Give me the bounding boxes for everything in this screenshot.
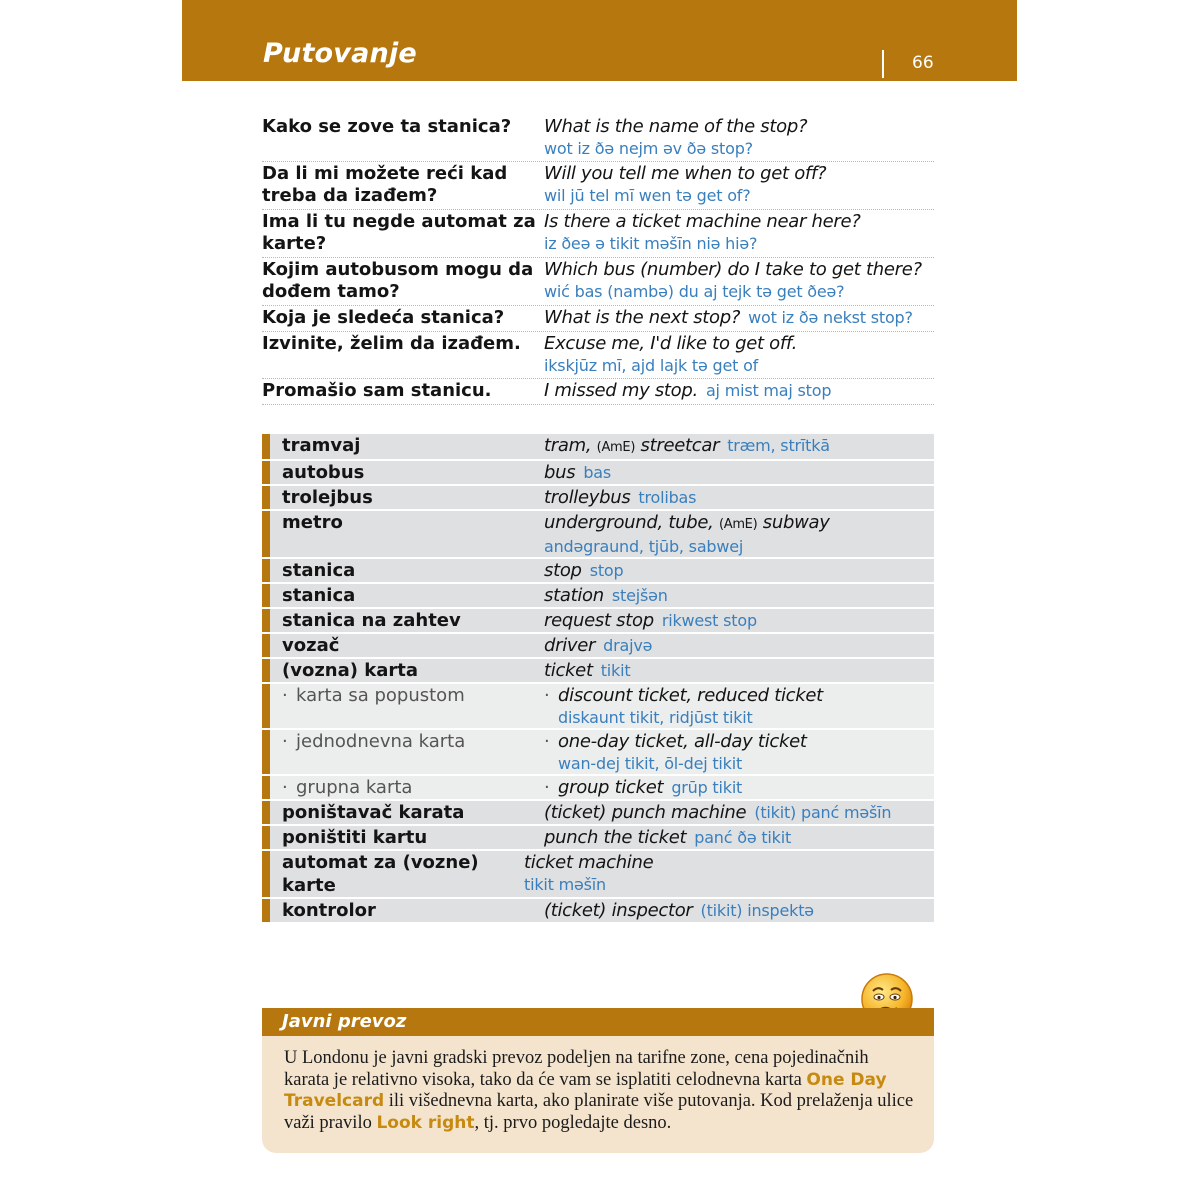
vocab-translation-part: tram, bbox=[544, 435, 597, 456]
vocab-english bbox=[544, 559, 934, 582]
vocab-translation bbox=[544, 512, 830, 533]
phrase-english bbox=[544, 211, 934, 255]
vocab-pronunciation: andəgraund, tjūb, sabwej bbox=[544, 537, 744, 556]
row-accent-bar bbox=[262, 461, 270, 484]
vocab-english bbox=[544, 584, 934, 607]
row-accent-bar bbox=[262, 684, 270, 728]
ame-label: (AmE) bbox=[596, 440, 636, 455]
vocab-pronunciation: bas bbox=[583, 463, 612, 482]
row-accent-bar bbox=[262, 584, 270, 607]
row-accent-bar bbox=[262, 659, 270, 682]
vocab-pronunciation: træm, strītkā bbox=[727, 436, 830, 455]
vocab-serbian bbox=[262, 684, 544, 728]
phrase-row bbox=[262, 162, 934, 210]
vocab-row bbox=[262, 659, 934, 684]
vocab-serbian: (vozna) karta bbox=[282, 660, 419, 681]
phrase-serbian: Kojim autobusom mogu da dođem tamo? bbox=[262, 259, 534, 302]
phrase-pronunciation: wil jū tel mī wen tə get of? bbox=[544, 186, 751, 205]
vocab-pronunciation: panć ðə tikit bbox=[694, 828, 792, 847]
ame-label: (AmE) bbox=[718, 517, 758, 532]
vocab-serbian: trolejbus bbox=[282, 487, 373, 508]
vocab-translation-part: underground, tube, bbox=[544, 512, 719, 533]
vocab-serbian: automat za (vozne) karte bbox=[282, 852, 479, 896]
phrase-pronunciation: ikskjūz mī, ajd lajk tə get of bbox=[544, 356, 759, 375]
info-box bbox=[262, 1008, 934, 1153]
vocab-row bbox=[262, 461, 934, 486]
phrase-list bbox=[262, 115, 934, 405]
info-text-part: , tj. prvo pogledajte desno. bbox=[474, 1112, 672, 1133]
highlight-look-right: Look right bbox=[376, 1112, 475, 1133]
phrase-translation: What is the name of the stop? bbox=[544, 116, 808, 137]
vocab-pronunciation: tikit məšīn bbox=[524, 875, 606, 894]
vocab-english bbox=[544, 461, 934, 484]
row-accent-bar bbox=[262, 826, 270, 849]
phrase-serbian: Ima li tu negde automat za karte? bbox=[262, 211, 536, 254]
vocab-english bbox=[544, 659, 934, 682]
vocab-pronunciation: (tikit) inspektə bbox=[700, 901, 814, 920]
vocab-pronunciation: stejšən bbox=[611, 586, 668, 605]
vocab-serbian: kontrolor bbox=[282, 900, 376, 921]
vocab-serbian bbox=[262, 776, 544, 799]
vocab-translation bbox=[544, 685, 823, 706]
vocab-serbian: autobus bbox=[282, 462, 365, 483]
vocab-pronunciation: trolibas bbox=[638, 488, 697, 507]
row-accent-bar bbox=[262, 634, 270, 657]
vocab-serbian-text: grupna karta bbox=[296, 777, 413, 798]
phrase-serbian: Koja je sledeća stanica? bbox=[262, 307, 505, 328]
phrase-pronunciation: wot iz ðə nekst stop? bbox=[748, 308, 913, 327]
vocab-translation bbox=[544, 777, 663, 798]
bullet: · bbox=[282, 731, 288, 752]
phrase-english bbox=[544, 163, 934, 207]
vocab-serbian: metro bbox=[282, 512, 343, 533]
vocab-serbian: stanica bbox=[282, 560, 356, 581]
vocab-pronunciation: (tikit) panć məšīn bbox=[754, 803, 892, 822]
vocab-serbian: stanica bbox=[282, 585, 356, 606]
phrase-serbian: Promašio sam stanicu. bbox=[262, 380, 492, 401]
row-accent-bar bbox=[262, 486, 270, 509]
vocab-translation: ticket machine bbox=[524, 852, 654, 873]
phrase-row bbox=[262, 332, 934, 379]
row-accent-bar bbox=[262, 730, 270, 774]
vocab-row bbox=[262, 851, 934, 899]
phrase-pronunciation: wot iz ðə nejm əv ðə stop? bbox=[544, 139, 753, 158]
phrase-row bbox=[262, 258, 934, 306]
vocab-english bbox=[544, 634, 934, 657]
vocab-translation-text: discount ticket, reduced ticket bbox=[558, 685, 823, 706]
row-accent-bar bbox=[262, 609, 270, 632]
vocab-serbian: poništavač karata bbox=[282, 802, 465, 823]
vocab-english bbox=[544, 434, 934, 459]
vocab-translation: request stop bbox=[544, 610, 654, 631]
header-divider bbox=[882, 50, 884, 78]
phrase-row bbox=[262, 115, 934, 162]
phrase-translation: Will you tell me when to get off? bbox=[544, 163, 827, 184]
phrase-serbian: Kako se zove ta stanica? bbox=[262, 116, 512, 137]
vocab-english bbox=[544, 826, 934, 849]
phrase-pronunciation: aj mist maj stop bbox=[705, 381, 832, 400]
phrase-pronunciation: iz ðeə ə tikit məšīn niə hiə? bbox=[544, 234, 758, 253]
vocab-serbian bbox=[262, 730, 544, 774]
vocab-subrow bbox=[262, 776, 934, 801]
vocab-pronunciation: drajvə bbox=[603, 636, 653, 655]
phrase-english bbox=[544, 259, 934, 303]
phrase-translation: Which bus (number) do I take to get there? bbox=[544, 259, 922, 280]
vocab-pronunciation: rikwest stop bbox=[661, 611, 757, 630]
info-box-text bbox=[262, 1036, 934, 1134]
phrase-english bbox=[544, 333, 934, 376]
row-accent-bar bbox=[262, 434, 270, 459]
phrase-row bbox=[262, 306, 934, 332]
row-accent-bar bbox=[262, 801, 270, 824]
bullet: · bbox=[544, 685, 550, 706]
vocab-row bbox=[262, 511, 934, 559]
phrase-english bbox=[544, 116, 934, 159]
phrase-row bbox=[262, 379, 934, 405]
phrase-pronunciation: wić bas (nambə) du aj tejk tə get ðeə? bbox=[544, 282, 845, 301]
page-header bbox=[182, 0, 1017, 81]
info-box-header bbox=[262, 1008, 934, 1036]
vocab-translation bbox=[544, 435, 719, 456]
vocab-translation-text: group ticket bbox=[558, 777, 664, 798]
vocab-translation-part: streetcar bbox=[635, 435, 720, 456]
row-accent-bar bbox=[262, 511, 270, 557]
vocab-translation: driver bbox=[544, 635, 596, 656]
vocab-translation-part: subway bbox=[757, 512, 830, 533]
vocab-pronunciation: stop bbox=[589, 561, 624, 580]
page-title: Putovanje bbox=[263, 38, 417, 69]
vocabulary-table bbox=[262, 434, 934, 924]
phrase-serbian: Da li mi možete reći kad treba da izađem? bbox=[262, 163, 508, 206]
vocab-translation: punch the ticket bbox=[544, 827, 687, 848]
vocab-translation: (ticket) punch machine bbox=[544, 802, 747, 823]
vocab-row bbox=[262, 609, 934, 634]
row-accent-bar bbox=[262, 776, 270, 799]
vocab-translation bbox=[544, 731, 807, 752]
vocab-row bbox=[262, 899, 934, 924]
phrase-serbian: Izvinite, želim da izađem. bbox=[262, 333, 521, 354]
phrase-row bbox=[262, 210, 934, 258]
vocab-english bbox=[544, 801, 934, 824]
vocab-serbian-text: karta sa popustom bbox=[296, 685, 465, 706]
vocab-pronunciation: tikit bbox=[600, 661, 631, 680]
vocab-english bbox=[524, 851, 934, 897]
vocab-english bbox=[544, 899, 934, 922]
info-box-title: Javni prevoz bbox=[282, 1011, 407, 1032]
info-text-part: U Londonu je javni gradski prevoz podeljen na tarifne zone, cena pojedinačnih karata je relativno visoka, tako da će vam se isplatiti celodnevna karta bbox=[284, 1048, 869, 1090]
vocab-translation: ticket bbox=[544, 660, 593, 681]
highlight-travelcard: One Day Travelcard bbox=[284, 1069, 887, 1111]
vocab-pronunciation: diskaunt tikit, ridjūst tikit bbox=[558, 708, 753, 727]
vocab-row bbox=[262, 486, 934, 511]
phrase-translation: What is the next stop? bbox=[544, 307, 741, 328]
info-text-part: ili višednevna karta, ako planirate više putovanja. Kod prelaženja ulice važi pravilo bbox=[284, 1091, 914, 1133]
bullet: · bbox=[544, 777, 550, 798]
vocab-pronunciation: grūp tikit bbox=[671, 778, 743, 797]
vocab-row bbox=[262, 559, 934, 584]
vocab-row bbox=[262, 634, 934, 659]
vocab-english bbox=[544, 486, 934, 509]
phrase-translation: Is there a ticket machine near here? bbox=[544, 211, 861, 232]
vocab-pronunciation: wan-dej tikit, ōl-dej tikit bbox=[558, 754, 743, 773]
vocab-translation: (ticket) inspector bbox=[544, 900, 693, 921]
vocab-english bbox=[544, 684, 934, 728]
vocab-row bbox=[262, 801, 934, 826]
vocab-translation: station bbox=[544, 585, 604, 606]
vocab-serbian: poništiti kartu bbox=[282, 827, 428, 848]
vocab-row bbox=[262, 584, 934, 609]
phrase-english bbox=[544, 380, 934, 402]
vocab-english bbox=[544, 511, 934, 557]
vocab-serbian-text: jednodnevna karta bbox=[296, 731, 466, 752]
vocab-subrow bbox=[262, 684, 934, 730]
vocab-row bbox=[262, 434, 934, 461]
row-accent-bar bbox=[262, 851, 270, 897]
vocab-translation-text: one-day ticket, all-day ticket bbox=[558, 731, 807, 752]
page-number: 66 bbox=[912, 53, 934, 73]
vocab-subrow bbox=[262, 730, 934, 776]
bullet: · bbox=[282, 777, 288, 798]
vocab-row bbox=[262, 826, 934, 851]
vocab-translation: stop bbox=[544, 560, 582, 581]
bullet: · bbox=[282, 685, 288, 706]
vocab-serbian: vozač bbox=[282, 635, 340, 656]
vocab-english bbox=[544, 776, 934, 799]
phrase-translation: I missed my stop. bbox=[544, 380, 698, 401]
phrase-translation: Excuse me, I'd like to get off. bbox=[544, 333, 798, 354]
vocab-english bbox=[544, 730, 934, 774]
vocab-serbian: tramvaj bbox=[282, 435, 361, 456]
vocab-english bbox=[544, 609, 934, 632]
vocab-translation: bus bbox=[544, 462, 576, 483]
row-accent-bar bbox=[262, 899, 270, 922]
row-accent-bar bbox=[262, 559, 270, 582]
phrase-english bbox=[544, 307, 934, 329]
bullet: · bbox=[544, 731, 550, 752]
vocab-serbian: stanica na zahtev bbox=[282, 610, 461, 631]
vocab-translation: trolleybus bbox=[544, 487, 631, 508]
